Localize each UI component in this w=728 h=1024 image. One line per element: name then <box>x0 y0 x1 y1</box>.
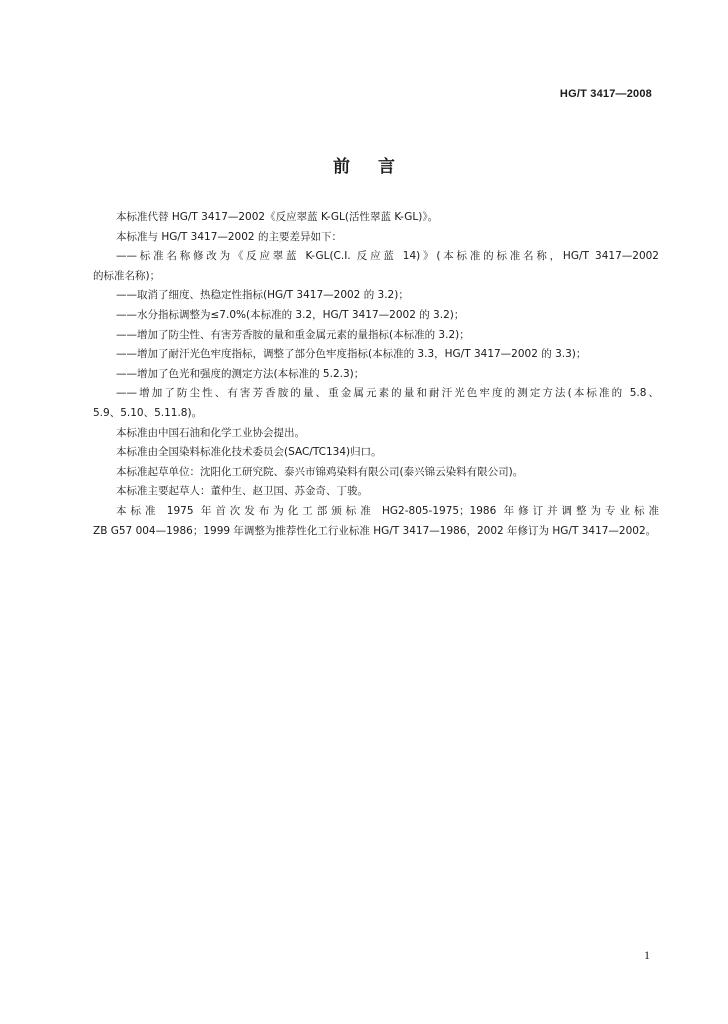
list-item-dust-amines-metals: ——增加了防尘性、有害芳香胺的量和重金属元素的量指标(本标准的 3.2)； <box>116 328 470 341</box>
list-item-title-change: ——标准名称修改为《反应翠蓝 K-GL(C.I. 反应蓝 14)》(本标准的标准名称，HG/T 3417—2002 <box>116 250 659 263</box>
paragraph-history: 本标准 1975 年首次发布为化工部颁标准 HG2-805-1975；1986 年修订并调整为专业标准 <box>116 504 659 517</box>
paragraph-drafters: 本标准主要起草人：董仲生、赵卫国、苏金奇、丁骏。 <box>116 485 368 498</box>
list-item-title-change-continued: 的标准名称)； <box>93 269 161 282</box>
paragraph-supersedes: 本标准代替 HG/T 3417—2002《反应翠蓝 K-GL(活性翠蓝 K-GL)》。 <box>116 211 439 223</box>
paragraph-history-continued: ZB G57 004—1986；1999 年调整为推荐性化工行业标准 HG/T 3417—1986，2002 年修订为 HG/T 3417—2002。 <box>93 524 657 537</box>
list-item-shade-strength-method: ——增加了色光和强度的测定方法(本标准的 5.2.3)； <box>116 367 365 380</box>
list-item-perspiration-fastness: ——增加了耐汗光色牢度指标，调整了部分色牢度指标(本标准的 3.3，HG/T 3417—2002 的 3.3)； <box>116 348 587 361</box>
list-item-test-methods-continued: 5.9、5.10、5.11.8)。 <box>93 406 203 419</box>
standard-code-header: HG/T 3417—2008 <box>559 88 652 100</box>
list-item-fineness-removed: ——取消了细度、热稳定性指标(HG/T 3417—2002 的 3.2)； <box>116 289 409 302</box>
paragraph-differences-intro: 本标准与 HG/T 3417—2002 的主要差异如下： <box>116 230 342 243</box>
page-number: 1 <box>644 948 650 962</box>
paragraph-centralized-by: 本标准由全国染料标准化技术委员会(SAC/TC134)归口。 <box>116 446 382 459</box>
paragraph-drafting-units: 本标准起草单位：沈阳化工研究院、泰兴市锦鸡染料有限公司(泰兴锦云染料有限公司)。 <box>116 465 524 478</box>
list-item-test-methods: ——增加了防尘性、有害芳香胺的量、重金属元素的量和耐汗光色牢度的测定方法(本标准的 5.8、 <box>116 387 659 400</box>
page-title: 前言 <box>333 157 423 177</box>
foreword-body <box>93 208 659 541</box>
list-item-moisture-adjusted: ——水分指标调整为≤7.0%(本标准的 3.2，HG/T 3417—2002 的 3.2)； <box>116 308 465 321</box>
paragraph-proposed-by: 本标准由中国石油和化学工业协会提出。 <box>116 426 305 439</box>
